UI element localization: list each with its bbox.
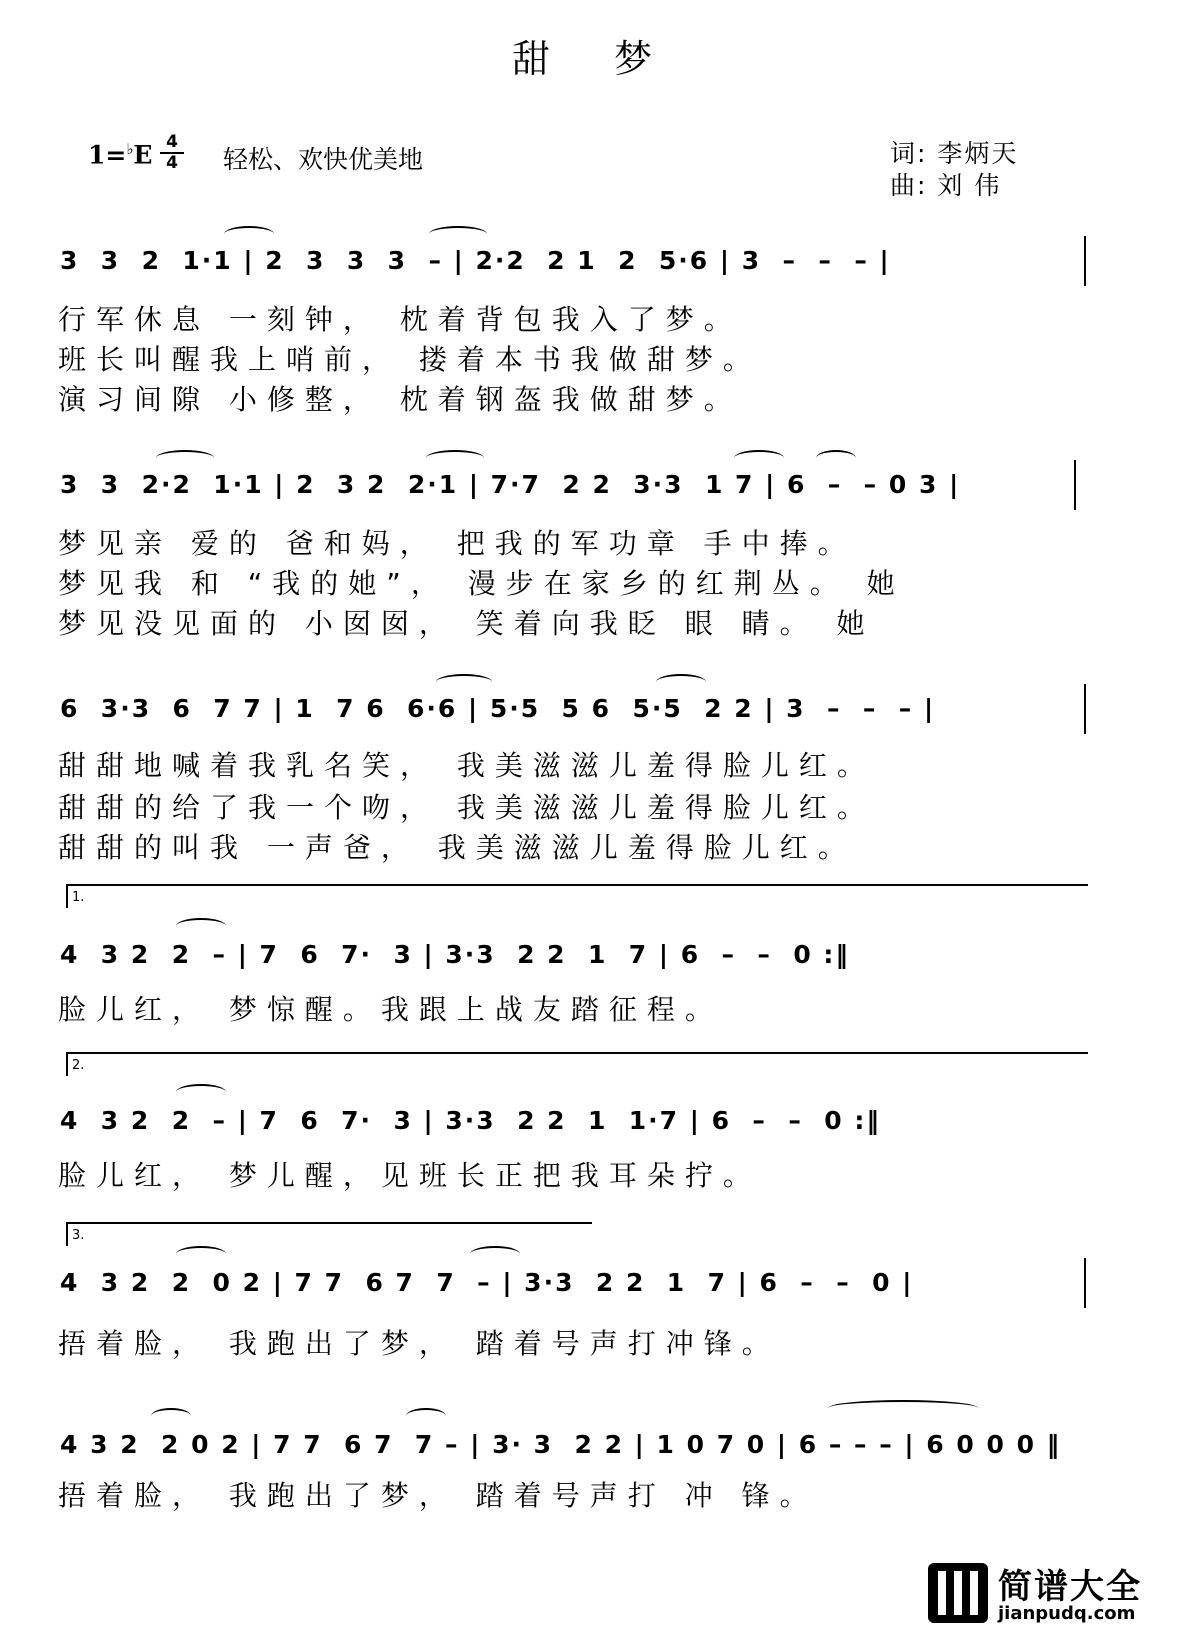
lyric-6-1: 捂着脸， 我跑出了梦， 踏着号声打冲锋。 xyxy=(58,1327,780,1360)
lyricist-credit: 词: 李炳天 xyxy=(890,139,1019,168)
slur xyxy=(656,674,706,690)
notation-row-1 xyxy=(56,246,1096,286)
notes-line-5: 4 3 2 2 – | 7 6 7· 3 | 3·3 2 2 1 1·7 | 6 – – 0 :‖ xyxy=(60,1106,881,1135)
barline xyxy=(1084,1258,1086,1308)
notation-row-3 xyxy=(56,694,1096,734)
key-label: 1= xyxy=(88,140,127,170)
barline xyxy=(1074,460,1076,510)
tempo-marking: 轻松、欢快优美地 xyxy=(223,145,424,174)
slur xyxy=(156,450,214,466)
composer-credit: 曲: 刘 伟 xyxy=(890,171,1002,200)
logo-name: 简谱大全 xyxy=(998,1567,1142,1607)
slur xyxy=(429,226,487,242)
volta-label: 2. xyxy=(72,1058,85,1073)
lyric-7-1: 捂着脸， 我跑出了梦， 踏着号声打 冲 锋。 xyxy=(58,1479,818,1512)
slur xyxy=(436,674,492,690)
slur xyxy=(734,450,784,466)
time-bottom: 4 xyxy=(160,152,184,173)
time-top: 4 xyxy=(166,132,178,152)
lyric-1-2: 班长叫醒我上哨前， 搂着本书我做甜梦。 xyxy=(58,343,761,376)
volta-bracket xyxy=(66,1052,1088,1076)
volta-bracket xyxy=(66,1222,592,1246)
slur xyxy=(176,918,226,934)
lyric-2-2: 梦见我 和 “我的她”， 漫步在家乡的红荆丛。 她 xyxy=(58,567,905,600)
notes-line-6: 4 3 2 2 0 2 | 7 7 6 7 7 – | 3·3 2 2 1 7 | 6 – – 0 | xyxy=(60,1268,914,1297)
notes-line-1: 3 3 2 1·1 | 2 3 3 3 – | 2·2 2 1 2 5·6 | 3 – – – | xyxy=(60,246,891,275)
volta-bracket xyxy=(66,884,1088,908)
flat-sign: ♭ xyxy=(126,140,134,158)
slur xyxy=(828,1400,978,1416)
slur xyxy=(176,1246,226,1262)
logo-url: jianpudq.com xyxy=(998,1603,1136,1624)
slur xyxy=(470,1246,520,1262)
slur xyxy=(224,226,274,242)
key-note: E xyxy=(133,140,153,170)
lyric-3-2: 甜甜的给了我一个吻， 我美滋滋儿羞得脸儿红。 xyxy=(58,791,875,824)
time-signature xyxy=(160,133,184,173)
key-signature xyxy=(88,140,152,169)
barline xyxy=(1084,236,1086,286)
lyric-1-3: 演习间隙 小修整， 枕着钢盔我做甜梦。 xyxy=(58,383,742,416)
slur xyxy=(406,1408,446,1424)
notation-row-7 xyxy=(56,1430,1096,1470)
volta-label: 1. xyxy=(72,890,85,905)
site-logo[interactable] xyxy=(928,1559,1158,1631)
song-title: 甜 梦 xyxy=(511,37,679,81)
lyric-2-1: 梦见亲 爱的 爸和妈， 把我的军功章 手中捧。 xyxy=(58,527,856,560)
notes-line-4: 4 3 2 2 – | 7 6 7· 3 | 3·3 2 2 1 7 | 6 – – 0 :‖ xyxy=(60,940,850,969)
lyric-4-1: 脸儿红， 梦惊醒。我跟上战友踏征程。 xyxy=(58,993,723,1026)
slur xyxy=(176,1084,226,1100)
notes-line-3: 6 3·3 6 7 7 | 1 7 6 6·6 | 5·5 5 6 5·5 2 2 | 3 – – – | xyxy=(60,694,936,723)
lyric-2-3: 梦见没见面的 小囡囡， 笑着向我眨 眼 睛。 她 xyxy=(58,607,875,640)
notes-line-7: 4 3 2 2 0 2 | 7 7 6 7 7 – | 3· 3 2 2 | 1 0 7 0 | 6 – – – | 6 0 0 0 ‖ xyxy=(60,1430,1062,1459)
lyric-5-1: 脸儿红， 梦儿醒，见班长正把我耳朵拧。 xyxy=(58,1159,761,1192)
notation-row-5 xyxy=(56,1106,1096,1146)
slur xyxy=(426,450,484,466)
notation-row-4 xyxy=(56,940,1096,980)
notation-row-2 xyxy=(56,470,1096,510)
slur xyxy=(151,1408,191,1424)
lyric-3-1: 甜甜地喊着我乳名笑， 我美滋滋儿羞得脸儿红。 xyxy=(58,749,875,782)
notes-line-2: 3 3 2·2 1·1 | 2 3 2 2·1 | 7·7 2 2 3·3 1 7 | 6 – – 0 3 | xyxy=(60,470,961,499)
slur xyxy=(816,450,856,466)
piano-keys-icon xyxy=(928,1563,988,1623)
lyric-1-1: 行军休息 一刻钟， 枕着背包我入了梦。 xyxy=(58,303,742,336)
lyric-3-3: 甜甜的叫我 一声爸， 我美滋滋儿羞得脸儿红。 xyxy=(58,831,856,864)
barline xyxy=(1084,684,1086,734)
volta-label: 3. xyxy=(72,1228,85,1243)
notation-row-6 xyxy=(56,1268,1096,1308)
